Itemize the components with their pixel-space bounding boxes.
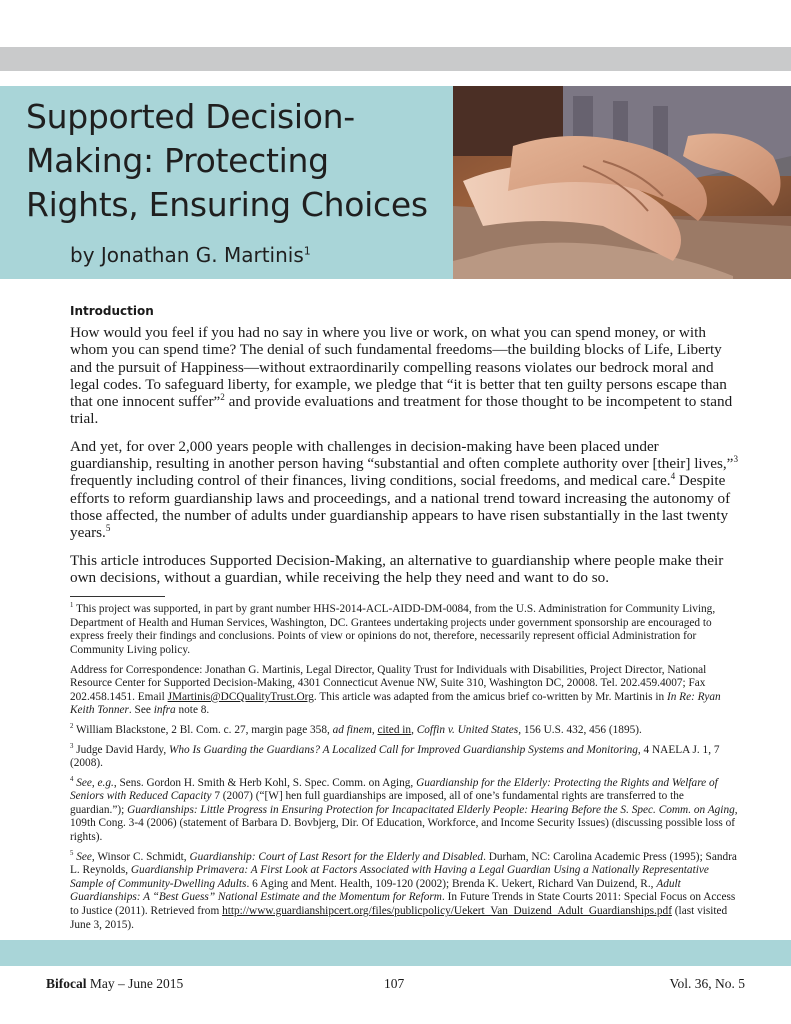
- paragraph-1-text: How would you feel if you had no say in where you live or work, on what you can spend money, or with whom you can spend time? The denial of such fundamental freedoms—the building blocks of Life, Liberty and the pursuit of Happiness—without extraordinarily compelling reasons violates our bedrock moral and legal codes. To safeguard liberty, for example, we pledge that “it is better that ten guilty persons escape than that one innocent suffer”: [70, 324, 727, 411]
- address-text: Address for Correspondence: Jonathan G. Martinis, Legal Director, Quality Trust for Individuals with Disabilities, Project Director, National Resource Center for Supported Decision-Making, 4301 Connecticut Avenue NW, Suite 310, Washington DC, 20008. Tel. 202.459.4007; Fax 202.458.1451. Email: [70, 663, 707, 703]
- email-link[interactable]: JMartinis@DCQualityTrust.Org: [167, 690, 314, 703]
- footer-brand: Bifocal: [46, 976, 87, 991]
- paragraph-1: [70, 324, 740, 428]
- footnote-italic: ad finem,: [332, 723, 375, 736]
- footnote-italic-title-2: Guardianships: Little Progress in Ensuring Protection for Incapacitated Elderly People: Hearing Before the S. Spec. Comm. on Aging: [127, 803, 735, 816]
- footnote-text: Judge David Hardy,: [73, 743, 169, 756]
- footnote-italic-title: Who Is Guarding the Guardians? A Localized Call for Improved Guardianship Systems and Monitoring: [168, 743, 638, 756]
- footnote-text-end: (last visited June 3, 2015).: [70, 905, 728, 931]
- footer-date: May – June 2015: [86, 976, 184, 991]
- author-name: by Jonathan G. Martinis: [70, 243, 304, 267]
- byline-footnote-ref: 1: [303, 244, 311, 258]
- byline: [70, 243, 311, 267]
- paragraph-2-text: And yet, for over 2,000 years people with challenges in decision-making have been placed under guardianship, resulting in another person having “substantial and often complete authority over [their] lives,”: [70, 437, 734, 473]
- footnote-address: [70, 664, 740, 718]
- address-text-end: note 8.: [175, 704, 210, 717]
- source-url-link[interactable]: http://www.guardianshipcert.org/files/publicpolicy/Uekert_Van_Duizend_Adult_Guardianships.pdf: [222, 905, 672, 918]
- footnote-5: [70, 851, 740, 933]
- header-photo: [453, 86, 791, 279]
- footnote-number: 3: [70, 742, 74, 750]
- footnote-italic-title: Guardianship: Court of Last Resort for the Elderly and Disabled: [189, 850, 484, 863]
- paragraph-2: [70, 438, 740, 542]
- bottom-teal-band: [0, 940, 791, 966]
- hands-photo-illustration: [453, 86, 791, 279]
- footnote-text: William Blackstone, 2 Bl. Com. c. 27, margin page 358,: [73, 723, 333, 736]
- footnote-3: [70, 744, 740, 771]
- footnote-ref-2[interactable]: 2: [220, 392, 225, 403]
- article-title: Supported Decision-Making: Protecting Rights, Ensuring Choices: [26, 97, 428, 224]
- footnote-italic-title-3: Adult Guardianships: A “Best Guess” National Estimate and the Momentum for Reform: [70, 877, 681, 904]
- footnote-text-end: , 4 NAELA J. 1, 7 (2008).: [70, 743, 720, 770]
- footnote-text: , Sens. Gordon H. Smith & Herb Kohl, S. Spec. Comm. on Aging,: [113, 776, 417, 789]
- footer-volume: Vol. 36, No. 5: [669, 976, 745, 991]
- infra-text: infra: [153, 704, 176, 717]
- footnote-italic-title-2: Guardianship Primavera: A First Look at Factors Associated with Having a Legal Guardian Using a Nationally Representative Sample of Community-Dwelling Adults: [70, 864, 709, 890]
- cited-in-link[interactable]: cited in: [377, 723, 412, 736]
- footnote-ref-3[interactable]: 3: [733, 454, 738, 465]
- footnote-text-cont2: . 6 Aging and Ment. Health, 109-120 (2002); Brenda K. Uekert, Richard Van Duizend, R.,: [246, 877, 657, 890]
- case-name: In Re: Ryan Keith Tonner: [70, 690, 721, 717]
- footnote-number: 4: [70, 775, 74, 783]
- footnote-italic-title: Guardianship for the Elderly: Protecting the Rights and Welfare of Seniors with Reduced Capacity: [70, 776, 718, 803]
- footnote-text: Winsor C. Schmidt,: [94, 850, 190, 863]
- paragraph-2-text-cont2: Despite efforts to reform guardianship laws and proceedings, and a national trend toward increasing the autonomy of those affected, the number of adults under guardianship appears to have risen substantially in the last twenty years.: [70, 472, 731, 542]
- footnote-comma: ,: [411, 723, 417, 736]
- footnote-number: 5: [70, 849, 74, 857]
- footnote-1: [70, 603, 740, 657]
- footnote-ref-4[interactable]: 4: [670, 471, 676, 482]
- case-name: Coffin v. United States,: [416, 723, 522, 736]
- footnote-number: 2: [70, 723, 74, 731]
- footnote-number: 1: [70, 602, 74, 610]
- footer-page-number: 107: [384, 976, 405, 991]
- footnote-text-cont: . Durham, NC: Carolina Academic Press (1995); Sandra L. Reynolds,: [70, 850, 737, 877]
- footnote-text: This project was supported, in part by grant number HHS-2014-ACL-AIDD-DM-0084, from the U.S. Administration for Community Living, Department of Health and Human Services, Washington, DC. Grantees undertaking projects under government sponsorship are encouraged to express freely their findings and conclusions. Points of view or opinions do not, therefore, necessarily represent official Administration for Community Living policy.: [70, 603, 716, 656]
- footnote-ref-5[interactable]: 5: [105, 523, 111, 534]
- footnote-text-cont3: . In Future Trends in State Courts 2011: Special Focus on Access to Justice (2011). Retrieved from: [70, 891, 736, 918]
- paragraph-1-text-cont: and provide evaluations and treatment for those thought to be incompetent to stand trial.: [70, 393, 733, 428]
- footnote-2: [70, 724, 740, 738]
- footnote-text-cont: 7 (2007) (“[W] hen full guardianships are imposed, all of one’s fundamental rights are transferred to the guardian.”);: [70, 790, 684, 816]
- address-text-cont: . This article was adapted from the amicus brief co-written by Mr. Martinis in: [313, 690, 667, 703]
- footnote-divider: [70, 596, 165, 597]
- paragraph-3: This article introduces Supported Decision-Making, an alternative to guardianship where people make their own decisions, without a guardian, while receiving the help they need and want to do so.: [70, 551, 724, 586]
- footer-publication: [46, 976, 183, 992]
- address-text-cont2: . See: [128, 704, 154, 717]
- paragraph-2-text-cont: frequently including control of their finances, living conditions, social freedoms, and medical care.: [70, 472, 671, 490]
- footnote-4: [70, 777, 740, 845]
- see-signal: See,: [73, 850, 95, 863]
- footnote-text-end: , 109th Cong. 3-4 (2006) (statement of Barbara D. Bovbjerg, Dir. Of Education, Workforce, and Income Security Issues) (discussing possible loss of rights).: [70, 803, 738, 844]
- see-signal: See, e.g.: [73, 776, 114, 789]
- footnote-text-end: 156 U.S. 432, 456 (1895).: [521, 723, 642, 736]
- top-gray-band: [0, 47, 791, 71]
- article-body: [70, 304, 740, 938]
- section-heading: Introduction: [70, 304, 154, 318]
